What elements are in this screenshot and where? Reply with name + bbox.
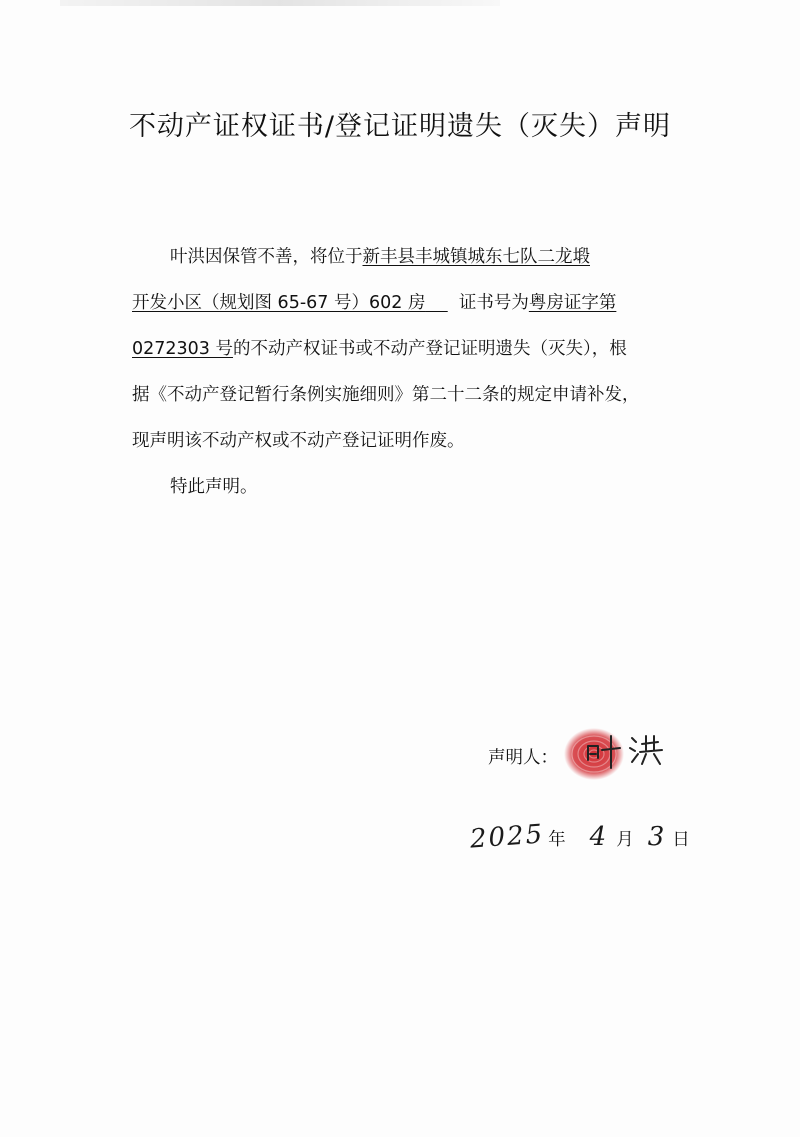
statement-line-5: 现声明该不动产权或不动产登记证明作废。 <box>132 431 465 451</box>
statement-line-2 <box>132 280 690 326</box>
statement-text: 的不动产权证书或不动产登记证明遗失（灭失），根 <box>233 339 627 359</box>
statement-line-1 <box>132 234 690 280</box>
property-address: 新丰县丰城镇城东七队二龙塅 <box>362 247 590 267</box>
property-unit: 开发小区（规划图 65-67 号）602 房 <box>132 293 426 313</box>
signer-label: 声明人： <box>488 748 558 768</box>
date-day: 3 <box>647 822 665 852</box>
date-year-unit: 年 <box>548 830 566 850</box>
scan-artifact <box>60 0 500 6</box>
signing-date <box>469 819 690 862</box>
certificate-number: 0272303 号 <box>132 339 234 359</box>
statement-line-4: 据《不动产登记暂行条例实施细则》第二十二条的规定申请补发， <box>132 385 640 405</box>
date-month-unit: 月 <box>616 830 634 850</box>
page-title: 不动产证权证书/登记证明遗失（灭失）声明 <box>128 111 672 142</box>
handwritten-signature <box>580 724 670 774</box>
certificate-prefix: 粤房证字第 <box>528 293 617 313</box>
date-year: 2025 <box>469 819 546 855</box>
statement-body <box>132 234 690 510</box>
date-month: 4 <box>589 822 607 852</box>
date-day-unit: 日 <box>672 830 690 850</box>
statement-text: 叶洪因保管不善，将位于 <box>170 247 363 267</box>
statement-text: 证书号为 <box>458 293 529 313</box>
closing-text: 特此声明。 <box>170 477 258 497</box>
statement-line-3 <box>132 326 690 372</box>
